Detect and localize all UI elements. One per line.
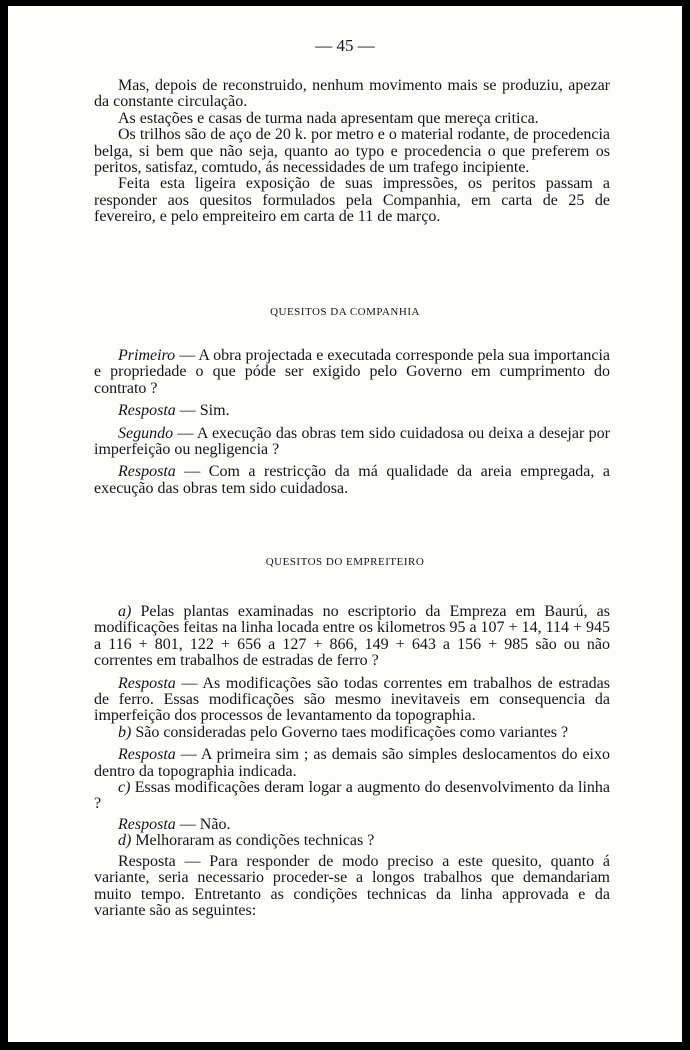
- contractor-questions: [94, 604, 610, 919]
- answer: Resposta — Para responder de modo preciso a este quesito, quanto á variante, seria necessario proceder-se a longos trabalhos que demandariam muito tempo. Entretanto as condições technicas da linha approvada e da variante são as seguintes:: [94, 852, 610, 919]
- item-text: — Não.: [175, 815, 231, 833]
- item-text: Melhoraram as condições technicas ?: [131, 832, 375, 850]
- answer: [94, 676, 610, 725]
- item-label: Resposta: [118, 746, 176, 764]
- item-label: Primeiro: [118, 347, 176, 364]
- item-label: Resposta: [118, 674, 176, 692]
- intro-block: [94, 78, 610, 226]
- item-label: Segundo: [118, 424, 174, 442]
- item-text: São consideradas pelo Governo taes modificações como variantes ?: [131, 723, 569, 741]
- document-page: [8, 6, 682, 1042]
- item-text: — As modificações são todas correntes em trabalhos de estradas de ferro. Essas modificações são mesmo inevitaveis em consequencia da imperfeição dos processos de levantamento da topographia.: [94, 674, 610, 725]
- question: [94, 725, 610, 741]
- item-text: — Sim.: [175, 402, 230, 420]
- paragraph: Os trilhos são de aço de 20 k. por metro e o material rodante, de procedencia belga, si bem que não seja, quanto ao typo e procedencia o que preferem os peritos, satisfaz, comtudo, ás necessidades de um trafego incipiente.: [94, 126, 610, 177]
- item-label: a): [118, 603, 132, 620]
- item-text: — A execução das obras tem sido cuidadosa ou deixa a desejar por imperfeição ou negligencia ?: [94, 424, 610, 459]
- item-label: c): [118, 779, 131, 797]
- question: [94, 780, 610, 813]
- company-section-heading: QUESITOS DA COMPANHIA: [270, 306, 420, 318]
- question: [94, 348, 610, 397]
- paragraph: Feita esta ligeira exposição de suas impressões, os peritos passam a responder aos quesitos formulados pela Companhia, em carta de 25 de fevereiro, e pelo empreiteiro em carta de 11 de março.: [94, 175, 610, 226]
- item-label: Resposta: [118, 402, 176, 420]
- item-text: — A obra projectada e executada corresponde pela sua importancia e propriedade o que póde ser exigido pelo Governo em cumprimento do contrato ?: [94, 347, 610, 397]
- contractor-section-heading: QUESITOS DO EMPREITEIRO: [265, 556, 425, 568]
- question: [94, 426, 610, 459]
- company-questions: [94, 348, 610, 497]
- answer: [94, 403, 610, 419]
- item-text: Pelas plantas examinadas no escriptorio da Empreza em Baurú, as modificações feitas na linha locada entre os kilometros 95 a 107 + 14, 114 + 945 a 116 + 801, 122 + 656 a 127 + 866, 149 + 643 a 156 + 985 são ou não correntes em trabalhos de estradas de ferro ?: [94, 603, 610, 670]
- item-label: d): [118, 832, 132, 850]
- answer: [94, 747, 610, 780]
- page-number: — 45 —: [315, 36, 375, 55]
- item-text: — Com a restricção da má qualidade da areia empregada, a execução das obras tem sido cuidadosa.: [94, 463, 610, 497]
- answer: [94, 464, 610, 497]
- item-label: Resposta: [118, 463, 176, 481]
- paragraph: As estações e casas de turma nada apresentam que mereça critica.: [118, 109, 539, 127]
- question: [94, 604, 610, 670]
- paragraph: Mas, depois de reconstruido, nenhum movimento mais se produziu, apezar da constante circulação.: [94, 77, 610, 111]
- item-label: Resposta: [118, 815, 176, 833]
- question: [94, 833, 610, 849]
- item-label: b): [118, 723, 132, 741]
- item-text: Essas modificações deram logar a augmento do desenvolvimento da linha ?: [94, 779, 610, 813]
- item-text: — A primeira sim ; as demais são simples deslocamentos do eixo dentro da topographia indicada.: [94, 746, 610, 780]
- answer: [94, 817, 610, 833]
